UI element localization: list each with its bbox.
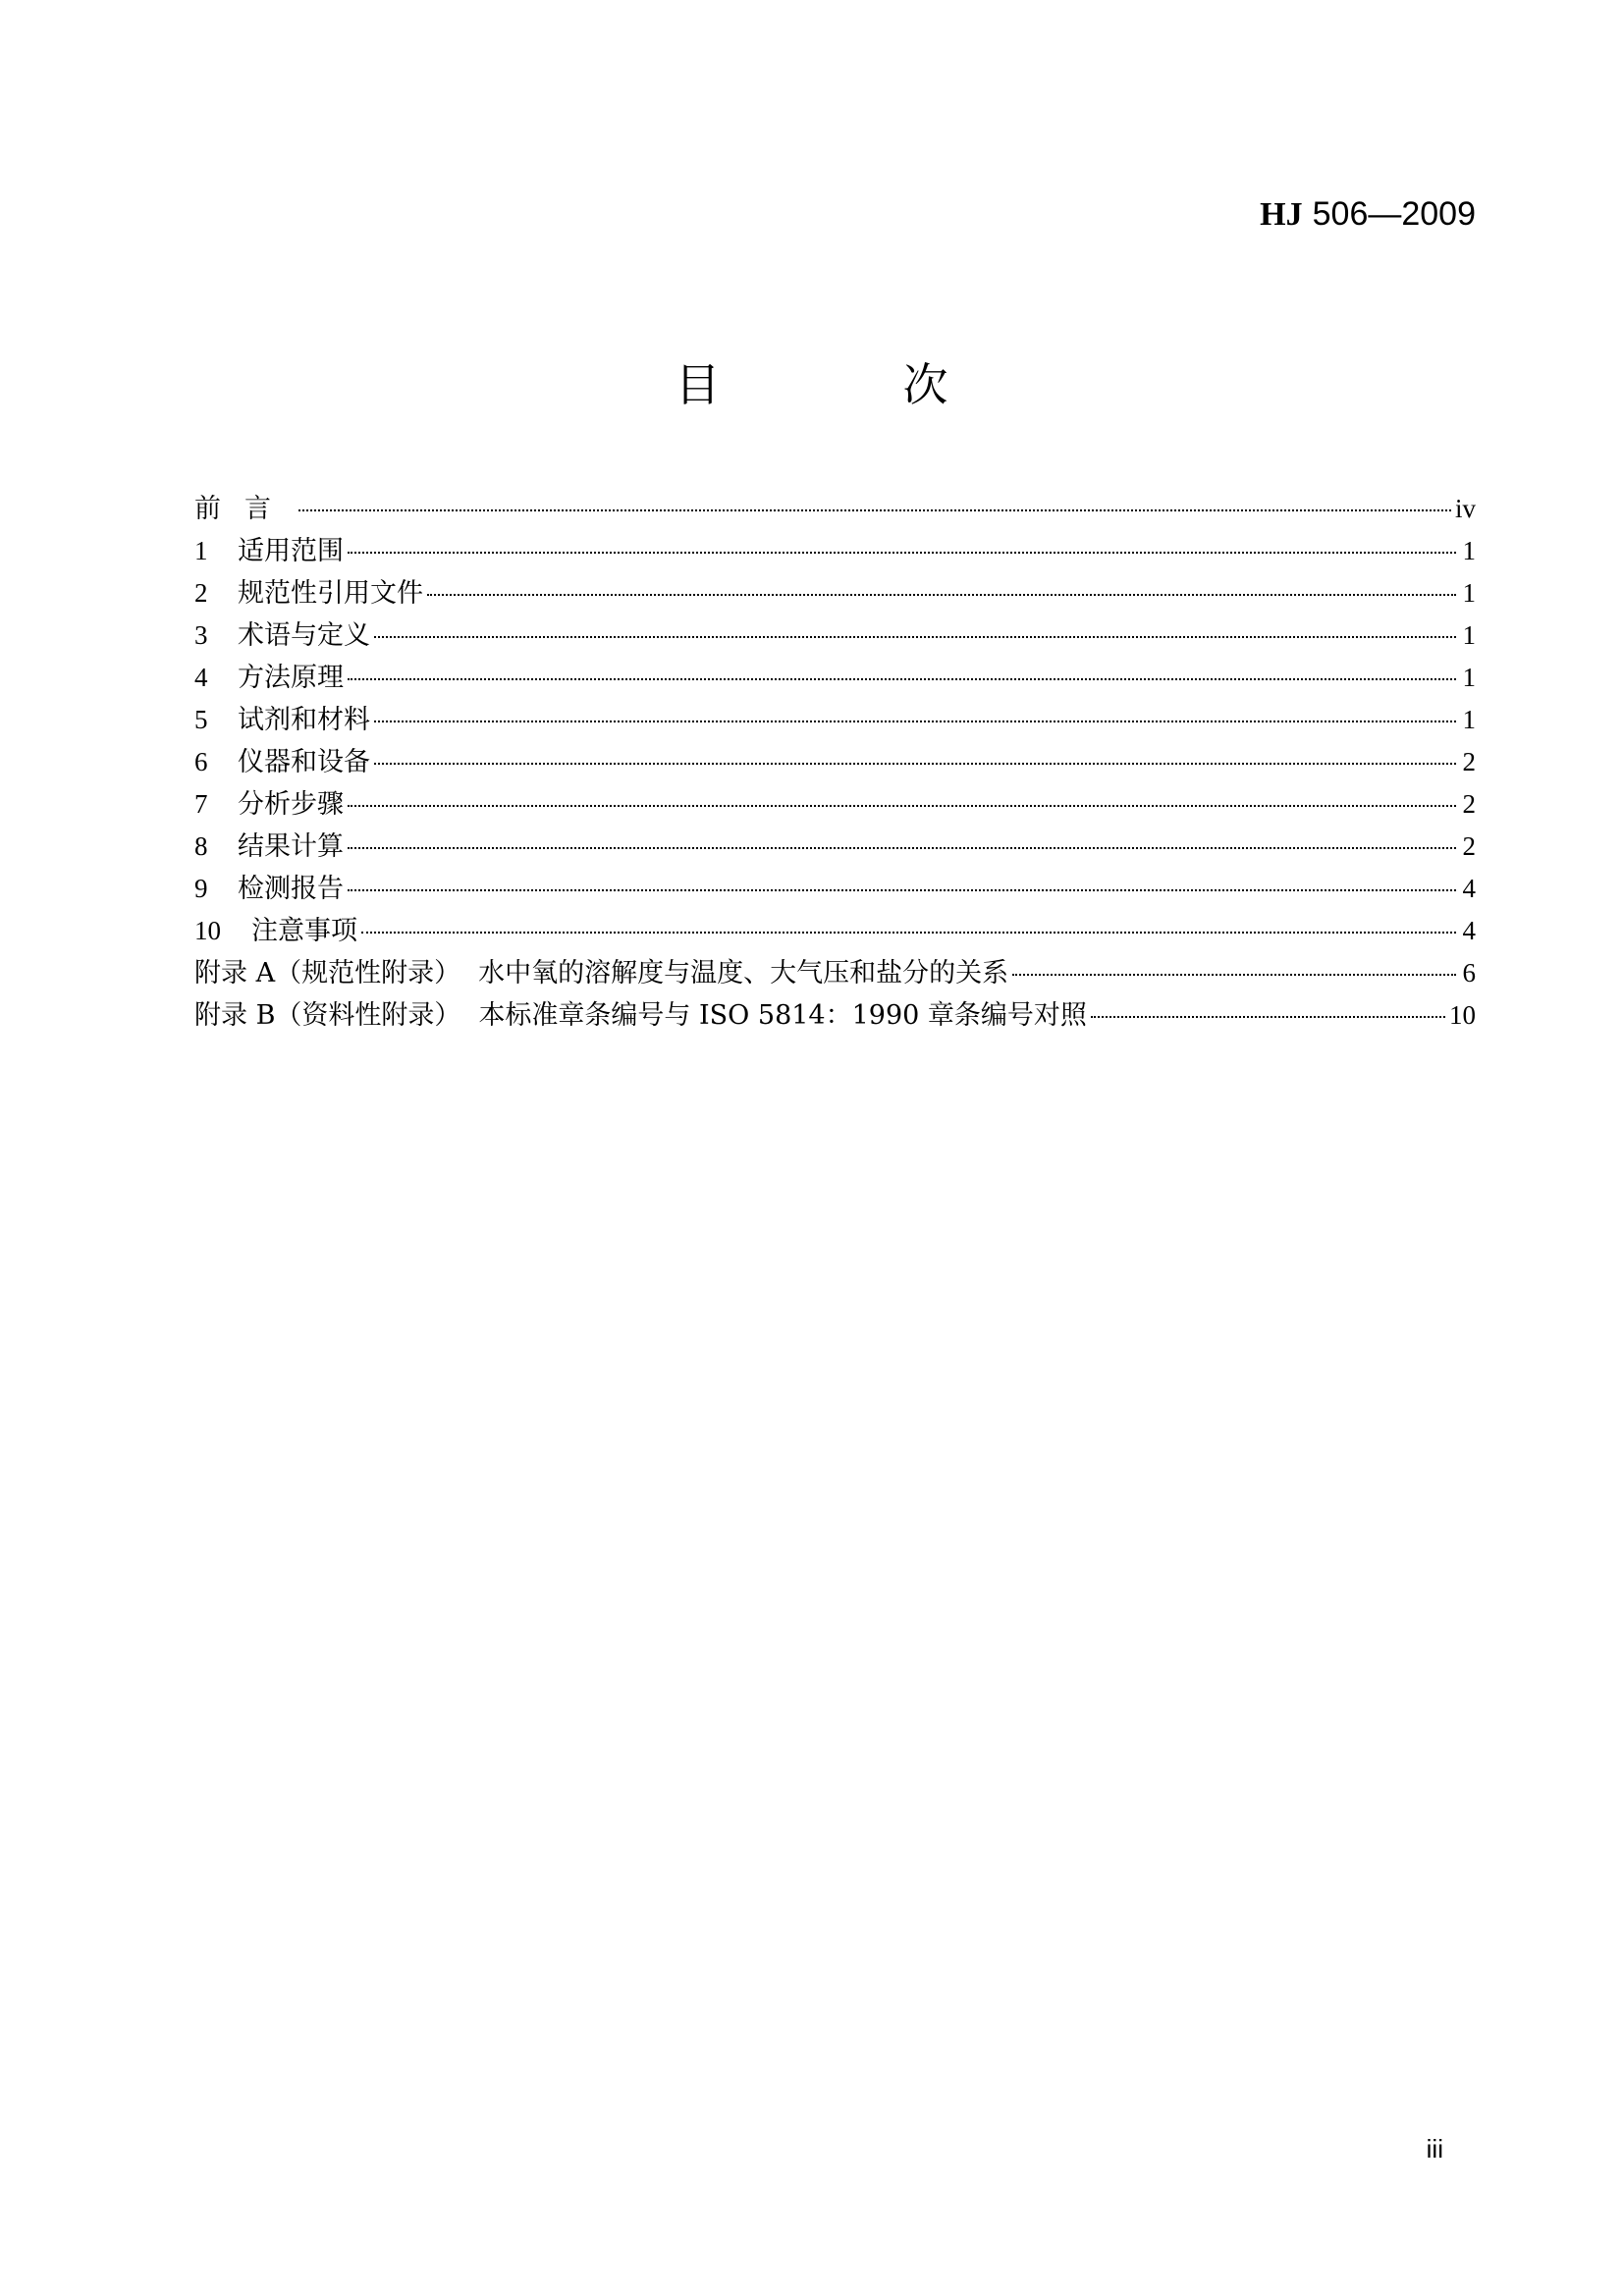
dot-leader	[348, 847, 1456, 849]
toc-entry-number: 4	[194, 663, 208, 692]
toc-title: 目 次	[675, 358, 1017, 411]
toc-entry-title: 前言	[194, 494, 295, 524]
toc-entry-page: 4	[1462, 916, 1476, 945]
appendix-title: 水中氧的溶解度与温度、大气压和盐分的关系	[478, 958, 1009, 988]
dot-leader	[427, 594, 1456, 596]
toc-entry-6[interactable]	[194, 740, 1476, 782]
toc-entry-page: 1	[1462, 663, 1476, 692]
toc-entry-number: 2	[194, 578, 208, 608]
toc-entry-number: 1	[194, 536, 208, 565]
toc-entry-page: 1	[1462, 620, 1476, 650]
toc-entry-page: 1	[1462, 578, 1476, 608]
toc-entry-8[interactable]	[194, 825, 1476, 867]
toc-entry-title: 术语与定义	[238, 620, 370, 651]
dot-leader	[1091, 1016, 1445, 1018]
toc-entry-10[interactable]	[194, 909, 1476, 951]
toc-entry-appendix-b[interactable]	[194, 993, 1476, 1036]
toc-entry-page: 1	[1462, 705, 1476, 734]
standard-number: 506—2009	[1312, 195, 1476, 233]
toc-entry-title: 仪器和设备	[238, 747, 370, 777]
dot-leader	[361, 932, 1456, 934]
dot-leader	[374, 763, 1456, 765]
toc-entry-1[interactable]	[194, 529, 1476, 571]
toc-entry-number: 7	[194, 789, 208, 819]
toc-entry-preface[interactable]	[194, 487, 1476, 529]
toc-entry-title: 检测报告	[238, 874, 344, 904]
toc-entry-number: 6	[194, 747, 208, 776]
appendix-page: 10	[1449, 1000, 1476, 1030]
toc-entry-4[interactable]	[194, 656, 1476, 698]
appendix-title: 本标准章条编号与 ISO 5814：1990 章条编号对照	[478, 1000, 1087, 1031]
dot-leader	[374, 636, 1456, 638]
toc-entry-title: 方法原理	[238, 663, 344, 693]
toc-entry-number: 3	[194, 620, 208, 650]
toc-entry-number: 8	[194, 831, 208, 861]
toc-entry-page: 4	[1462, 874, 1476, 903]
toc-entry-title: 试剂和材料	[238, 705, 370, 735]
toc-entry-number: 9	[194, 874, 208, 903]
dot-leader	[348, 889, 1456, 891]
toc-entry-title: 适用范围	[238, 536, 344, 566]
toc-entry-title: 分析步骤	[238, 789, 344, 820]
toc-entry-number: 10	[194, 916, 221, 945]
standard-prefix: HJ	[1260, 196, 1303, 233]
dot-leader	[348, 805, 1456, 807]
toc-entry-page: 2	[1462, 789, 1476, 819]
dot-leader	[1012, 974, 1456, 976]
page-number: iii	[1426, 2134, 1443, 2163]
toc-entry-page: 1	[1462, 536, 1476, 565]
dot-leader	[374, 721, 1456, 722]
toc-entry-page: iv	[1454, 494, 1476, 523]
toc-entry-appendix-a[interactable]	[194, 951, 1476, 993]
standard-code	[1260, 194, 1476, 234]
dot-leader	[348, 678, 1456, 680]
toc-entry-7[interactable]	[194, 782, 1476, 825]
toc-list	[194, 487, 1476, 1036]
toc-entry-3[interactable]	[194, 614, 1476, 656]
toc-entry-page: 2	[1462, 831, 1476, 861]
toc-entry-number: 5	[194, 705, 208, 734]
toc-entry-title: 结果计算	[238, 831, 344, 862]
dot-leader	[348, 552, 1456, 554]
appendix-label: 附录 A（规范性附录）	[194, 958, 461, 988]
dot-leader	[298, 509, 1451, 511]
toc-entry-title: 注意事项	[251, 916, 357, 946]
toc-entry-2[interactable]	[194, 571, 1476, 614]
toc-entry-5[interactable]	[194, 698, 1476, 740]
toc-entry-page: 2	[1462, 747, 1476, 776]
toc-entry-title: 规范性引用文件	[238, 578, 423, 609]
toc-entry-9[interactable]	[194, 867, 1476, 909]
appendix-page: 6	[1462, 958, 1476, 988]
appendix-label: 附录 B（资料性附录）	[194, 1000, 461, 1031]
